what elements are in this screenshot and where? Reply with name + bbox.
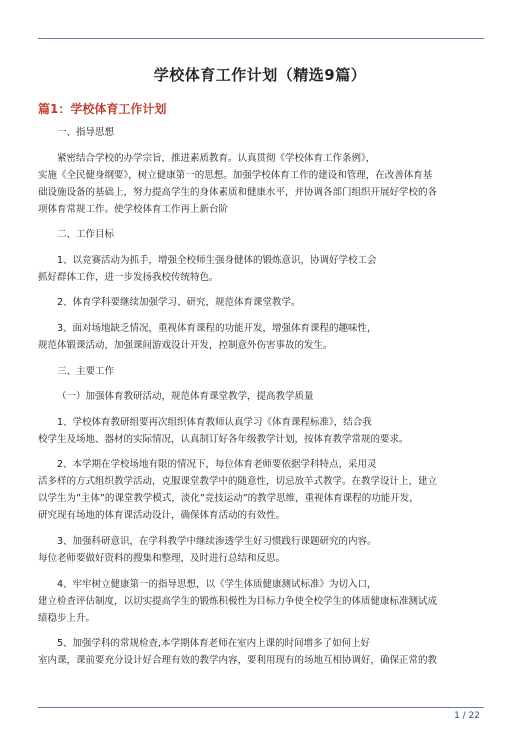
paragraph-line: 1、以竞赛活动为抓手，增强全校师生强身健体的锻炼意识，协调好学校工会	[57, 254, 377, 266]
subheading: 一、指导思想	[57, 127, 115, 138]
section-heading: 篇1：学校体育工作计划	[38, 102, 167, 116]
paragraph-line: 研究现有场地的体育课活动设计，确保体育活动的有效性。	[38, 510, 286, 522]
paragraph-line: 室内课，课前要充分设计好合理有效的教学内容，要利用现有的场地互相协调好，确保正常的教	[38, 655, 438, 667]
paragraph	[38, 456, 484, 524]
paragraph	[38, 294, 484, 311]
paragraph-line: 3、加强科研意识，在学科教学中继续渗透学生好习惯践行课题研究的内容。	[57, 535, 377, 547]
footer-rule	[38, 707, 484, 708]
paragraph-line: 5、加强学科的常规检查,本学期体育老师在室内上课的时间增多了如何上好	[57, 638, 371, 650]
subheading: 二、工作目标	[57, 229, 115, 241]
paragraph	[38, 150, 484, 218]
paragraph-line: 4、牢牢树立健康第一的指导思想，以《学生体质健康测试标准》为切入口，	[57, 578, 377, 590]
paragraph-line: 1、学校体育教研组要再次组织体育教师认真学习《体育课程标准》，结合我	[57, 416, 372, 428]
paragraph-line: 2、本学期在学校场地有限的情况下，每位体育老师要依据学科特点，采用灵	[57, 459, 377, 471]
paragraph	[38, 414, 484, 448]
paragraph-line: （一）加强体育教研活动，规范体育课堂教学，提高教学质量	[57, 391, 314, 403]
subheading: 三、主要工作	[57, 365, 115, 377]
paragraph-line: 活多样的方式组织教学活动，克服课堂教学中的随意性，切忌放羊式教学。在教学设计上，建立	[38, 476, 438, 488]
paragraph-line: 紧密结合学校的办学宗旨，推进素质教育。认真贯彻《学校体育工作条例》，	[57, 152, 376, 164]
header-rule	[38, 38, 484, 39]
paragraph-line: 校学生及场地、器材的实际情况，认真制订好各年级教学计划，按体育教学常规的要求。	[38, 433, 409, 445]
paragraph	[38, 635, 484, 669]
paragraph-line: 每位老师要做好资料的搜集和整理，及时进行总结和反思。	[38, 552, 286, 564]
paragraph	[38, 320, 484, 354]
paragraph-line: 建立检查评估制度，以切实提高学生的锻炼积极性为目标力争使全校学生的体质健康标准测试成	[38, 595, 438, 607]
paragraph	[38, 533, 484, 567]
document-title: 学校体育工作计划（精选9篇）	[153, 66, 367, 84]
paragraph-line: 3、面对场地缺乏情况，重视体育课程的功能开发，增强体育课程的趣味性，	[57, 322, 377, 334]
paragraph-line: 绩稳步上升。	[38, 612, 96, 624]
paragraph-line: 2、体育学科要继续加强学习、研究，规范体育课堂教学。	[57, 297, 301, 309]
paragraph-line: 规范体锻课活动，加强课间游戏设计开发，控制意外伤害事故的发生。	[38, 339, 333, 351]
paragraph	[38, 388, 484, 405]
paragraph-line: 础设施设备的基础上，努力提高学生的身体素质和健康水平，并协调各部门组织开展好学校的各	[38, 186, 438, 198]
paragraph	[38, 252, 484, 286]
paragraph	[38, 576, 484, 627]
paragraph-line: 项体育常规工作。使学校体育工作再上新台阶	[38, 203, 229, 215]
paragraph-line: 抓好群体工作，进一步发扬我校传统特色。	[38, 271, 219, 283]
page-number: 1 / 22	[454, 711, 480, 721]
paragraph-line: 以学生为”主体”的课堂教学模式，淡化”竞技运动”的教学思维，重视体育课程的功能开发，	[38, 493, 419, 505]
paragraph-line: 实施《全民健身纲要》，树立健康第一的思想。加强学校体育工作的建设和管理，在改善体育基	[38, 169, 433, 181]
document-body	[38, 124, 484, 678]
